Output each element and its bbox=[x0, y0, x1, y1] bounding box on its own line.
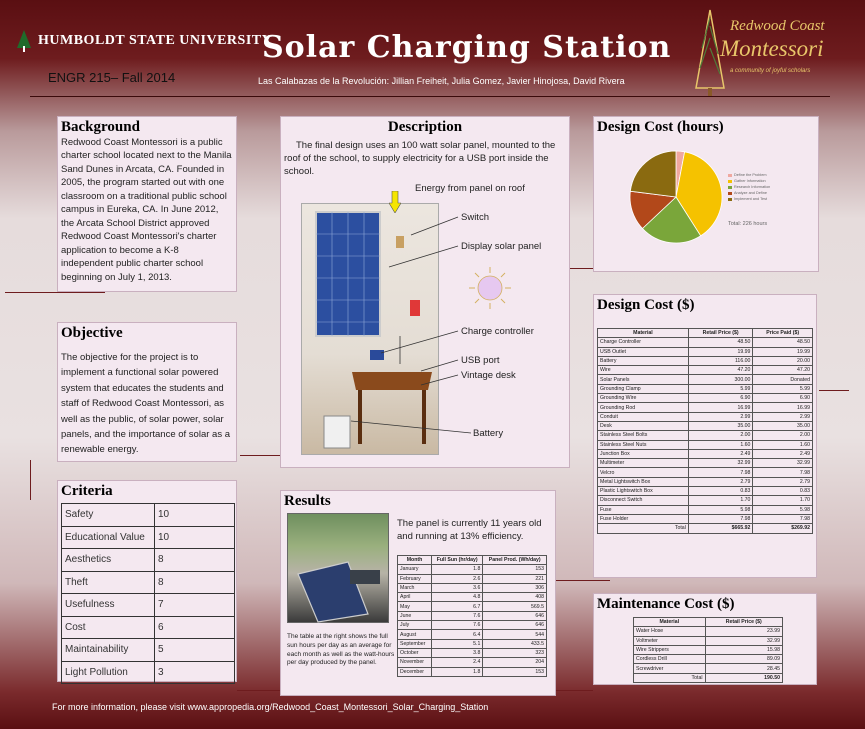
criterion-name: Theft bbox=[62, 571, 155, 594]
table-cell: August bbox=[398, 630, 432, 639]
table-cell: Metal Lightswitch Box bbox=[598, 477, 689, 486]
table-cell: 47.20 bbox=[688, 366, 753, 375]
table-cell: 19.99 bbox=[688, 347, 753, 356]
table-cell: 2.79 bbox=[753, 477, 813, 486]
criteria-heading: Criteria bbox=[61, 483, 113, 499]
tree-icon bbox=[14, 30, 34, 52]
table-cell: June bbox=[398, 611, 432, 620]
table-row bbox=[598, 384, 813, 393]
table-cell: 20.00 bbox=[753, 356, 813, 365]
table-cell: 2.00 bbox=[688, 431, 753, 440]
table-cell: 5.98 bbox=[688, 505, 753, 514]
pie-slice bbox=[630, 151, 676, 197]
sun-icon bbox=[469, 267, 511, 309]
table-row bbox=[598, 375, 813, 384]
table-row bbox=[634, 664, 783, 673]
design-hours-heading: Design Cost (hours) bbox=[597, 119, 724, 135]
total-label: Total bbox=[598, 524, 689, 533]
table-cell: 4.8 bbox=[431, 593, 482, 602]
table-cell: 3.6 bbox=[431, 583, 482, 592]
column-header: Price Paid ($) bbox=[753, 329, 813, 338]
table-row bbox=[398, 611, 547, 620]
table-cell: Desk bbox=[598, 421, 689, 430]
table-cell: January bbox=[398, 565, 432, 574]
table-cell: 5.99 bbox=[688, 384, 753, 393]
table-cell: 5.98 bbox=[753, 505, 813, 514]
objective-text: The objective for the project is to implement a functional solar powered system that educates the students and staff of Redwood Coast Montessori, as well as the public, of solar power, solar panels, and the importance of solar as a renewable energy. bbox=[61, 352, 230, 456]
table-cell: 323 bbox=[483, 648, 547, 657]
table-cell: 433.5 bbox=[483, 639, 547, 648]
design-cost-table bbox=[597, 328, 813, 534]
table-header-row bbox=[634, 618, 783, 627]
criterion-name: Aesthetics bbox=[62, 549, 155, 572]
label-battery: Battery bbox=[473, 428, 504, 439]
table-cell: 7.6 bbox=[431, 621, 482, 630]
criterion-name: Safety bbox=[62, 504, 155, 527]
label-charge-controller: Charge controller bbox=[461, 326, 534, 337]
legend-label: Implement and Test bbox=[734, 197, 768, 202]
table-row bbox=[634, 655, 783, 664]
table-cell: Wire Strippers bbox=[634, 645, 706, 654]
table-row bbox=[634, 636, 783, 645]
course-label: ENGR 215– Fall 2014 bbox=[48, 70, 176, 85]
table-cell: 2.99 bbox=[753, 412, 813, 421]
table-cell: Multimeter bbox=[598, 459, 689, 468]
column-header: Full Sun (hr/day) bbox=[431, 556, 482, 565]
table-row bbox=[598, 356, 813, 365]
design-cost-heading: Design Cost ($) bbox=[597, 297, 695, 313]
legend-swatch bbox=[728, 192, 732, 195]
label-energy: Energy from panel on roof bbox=[415, 183, 525, 194]
table-row bbox=[598, 440, 813, 449]
connector-line bbox=[819, 390, 849, 391]
table-row bbox=[62, 504, 235, 527]
legend-label: Gather Information bbox=[734, 179, 766, 184]
table-cell: December bbox=[398, 667, 432, 676]
table-cell: 2.49 bbox=[753, 449, 813, 458]
background-text: Redwood Coast Montessori is a public charter school located next to the Manila Sand Dunes in Arcata, CA. Founded in 2005, the program started out with one classroom on a traditional public school campus in Eureka, CA. In June 2012, the Arcata School District approved Redwood Coast Montessori's charter application to become a K-8 independent public charter school beginning on July 1, 2013. bbox=[61, 137, 232, 283]
table-cell: 7.98 bbox=[688, 514, 753, 523]
table-cell: 6.4 bbox=[431, 630, 482, 639]
maintenance-table bbox=[633, 617, 783, 683]
hours-pie-chart bbox=[626, 147, 726, 247]
pie-legend bbox=[728, 172, 770, 202]
maintenance-panel bbox=[593, 593, 817, 685]
connector-line bbox=[30, 460, 31, 500]
table-cell: Charge Controller bbox=[598, 338, 689, 347]
table-cell: 32.99 bbox=[705, 636, 783, 645]
criterion-name: Educational Value bbox=[62, 526, 155, 549]
table-cell: 0.83 bbox=[688, 487, 753, 496]
criterion-weight: 10 bbox=[155, 504, 235, 527]
table-cell: 2.00 bbox=[753, 431, 813, 440]
table-cell: 1.70 bbox=[753, 496, 813, 505]
total-paid: $269.92 bbox=[753, 524, 813, 533]
school-logo bbox=[690, 8, 840, 100]
table-cell: 1.60 bbox=[753, 440, 813, 449]
table-row bbox=[598, 394, 813, 403]
table-cell: Donated bbox=[753, 375, 813, 384]
table-cell: 6.7 bbox=[431, 602, 482, 611]
total-retail: $665.92 bbox=[688, 524, 753, 533]
table-cell: Grounding Rod bbox=[598, 403, 689, 412]
criterion-weight: 8 bbox=[155, 549, 235, 572]
table-row bbox=[598, 338, 813, 347]
table-cell: 408 bbox=[483, 593, 547, 602]
criterion-name: Usefulness bbox=[62, 594, 155, 617]
table-cell: USB Outlet bbox=[598, 347, 689, 356]
table-cell: 1.60 bbox=[688, 440, 753, 449]
table-header-row bbox=[598, 329, 813, 338]
label-vintage-desk: Vintage desk bbox=[461, 370, 516, 381]
table-cell: 116.00 bbox=[688, 356, 753, 365]
maintenance-heading: Maintenance Cost ($) bbox=[597, 596, 735, 612]
table-cell: 2.79 bbox=[688, 477, 753, 486]
table-cell: Stainless Steel Bolts bbox=[598, 431, 689, 440]
table-cell: Voltmeter bbox=[634, 636, 706, 645]
criterion-weight: 5 bbox=[155, 639, 235, 662]
table-cell: 153 bbox=[483, 565, 547, 574]
column-header: Month bbox=[398, 556, 432, 565]
results-text: The panel is currently 11 years old and running at 13% efficiency. bbox=[397, 518, 542, 543]
criterion-name: Maintainability bbox=[62, 639, 155, 662]
table-row bbox=[598, 459, 813, 468]
table-cell: 0.83 bbox=[753, 487, 813, 496]
table-cell: 2.99 bbox=[688, 412, 753, 421]
table-cell: 19.99 bbox=[753, 347, 813, 356]
table-row bbox=[398, 667, 547, 676]
table-row bbox=[398, 565, 547, 574]
table-cell: Screwdriver bbox=[634, 664, 706, 673]
table-cell: Solar Panels bbox=[598, 375, 689, 384]
background-panel bbox=[57, 116, 237, 292]
description-panel bbox=[280, 116, 570, 468]
table-cell: May bbox=[398, 602, 432, 611]
table-cell: 23.99 bbox=[705, 627, 783, 636]
table-cell: 569.5 bbox=[483, 602, 547, 611]
table-row bbox=[62, 594, 235, 617]
column-header: Retail Price ($) bbox=[705, 618, 783, 627]
legend-label: Analyze and Define bbox=[734, 191, 767, 196]
table-cell: Battery bbox=[598, 356, 689, 365]
footer-link[interactable]: For more information, please visit www.appropedia.org/Redwood_Coast_Montessori_Solar_Charging_Station bbox=[52, 702, 489, 712]
table-cell: 2.49 bbox=[688, 449, 753, 458]
table-cell: 5.99 bbox=[753, 384, 813, 393]
table-row bbox=[634, 645, 783, 654]
table-row bbox=[398, 593, 547, 602]
legend-swatch bbox=[728, 180, 732, 183]
table-cell: 3.8 bbox=[431, 648, 482, 657]
production-table bbox=[397, 555, 547, 677]
table-cell: 2.6 bbox=[431, 574, 482, 583]
label-switch: Switch bbox=[461, 212, 489, 223]
results-panel bbox=[280, 490, 556, 696]
table-cell: 7.98 bbox=[753, 468, 813, 477]
total-row bbox=[598, 524, 813, 533]
table-cell: 646 bbox=[483, 621, 547, 630]
table-cell: Fuse bbox=[598, 505, 689, 514]
results-heading: Results bbox=[284, 493, 331, 509]
legend-label: Research Information bbox=[734, 185, 771, 190]
table-row bbox=[598, 477, 813, 486]
table-cell: 48.50 bbox=[753, 338, 813, 347]
column-header: Material bbox=[634, 618, 706, 627]
school-logo-line2: Montessori bbox=[720, 36, 824, 61]
table-cell: Junction Box bbox=[598, 449, 689, 458]
table-cell: 16.99 bbox=[688, 403, 753, 412]
table-cell: Conduit bbox=[598, 412, 689, 421]
school-logo-line3: a community of joyful scholars bbox=[730, 68, 811, 74]
table-cell: 6.90 bbox=[753, 394, 813, 403]
pie-total: Total: 226 hours bbox=[728, 221, 768, 227]
table-row bbox=[398, 583, 547, 592]
table-cell: 204 bbox=[483, 658, 547, 667]
table-cell: October bbox=[398, 648, 432, 657]
table-row bbox=[62, 639, 235, 662]
description-text: The final design uses an 100 watt solar panel, mounted to the roof of the school, to supply electricity for a USB port inside the school. bbox=[284, 140, 556, 177]
table-cell: 47.20 bbox=[753, 366, 813, 375]
table-cell: 89.09 bbox=[705, 655, 783, 664]
criterion-weight: 10 bbox=[155, 526, 235, 549]
table-cell: 221 bbox=[483, 574, 547, 583]
label-usb-port: USB port bbox=[461, 355, 500, 366]
total-row bbox=[634, 673, 783, 682]
legend-entry bbox=[728, 196, 770, 202]
table-cell: 7.98 bbox=[753, 514, 813, 523]
table-cell: 48.50 bbox=[688, 338, 753, 347]
criterion-weight: 6 bbox=[155, 616, 235, 639]
column-header: Material bbox=[598, 329, 689, 338]
objective-heading: Objective bbox=[61, 325, 123, 341]
table-cell: Disconnect Switch bbox=[598, 496, 689, 505]
table-cell: 16.99 bbox=[753, 403, 813, 412]
university-name: HUMBOLDT STATE UNIVERSITY bbox=[38, 33, 273, 48]
table-cell: 6.90 bbox=[688, 394, 753, 403]
table-cell: 306 bbox=[483, 583, 547, 592]
legend-swatch bbox=[728, 174, 732, 177]
criteria-table bbox=[61, 503, 235, 684]
table-cell: April bbox=[398, 593, 432, 602]
table-row bbox=[62, 616, 235, 639]
legend-label: Define the Problem bbox=[734, 173, 767, 177]
table-cell: 1.8 bbox=[431, 667, 482, 676]
table-row bbox=[398, 621, 547, 630]
table-cell: 1.8 bbox=[431, 565, 482, 574]
table-row bbox=[398, 648, 547, 657]
table-cell: Plastic Lightswitch Box bbox=[598, 487, 689, 496]
table-cell: Stainless Steel Nuts bbox=[598, 440, 689, 449]
table-cell: March bbox=[398, 583, 432, 592]
table-row bbox=[598, 514, 813, 523]
table-row bbox=[598, 431, 813, 440]
school-logo-line1: Redwood Coast bbox=[730, 18, 825, 34]
label-display-panel: Display solar panel bbox=[461, 241, 542, 252]
table-cell: 5.1 bbox=[431, 639, 482, 648]
table-row bbox=[62, 526, 235, 549]
table-header-row bbox=[398, 556, 547, 565]
table-row bbox=[398, 574, 547, 583]
table-cell: Wire bbox=[598, 366, 689, 375]
table-row bbox=[398, 639, 547, 648]
table-row bbox=[598, 449, 813, 458]
table-cell: 300.00 bbox=[688, 375, 753, 384]
table-cell: 28.45 bbox=[705, 664, 783, 673]
table-row bbox=[598, 412, 813, 421]
column-header: Panel Prod. (Wh/day) bbox=[483, 556, 547, 565]
table-row bbox=[62, 661, 235, 684]
table-cell: 7.98 bbox=[688, 468, 753, 477]
table-cell: September bbox=[398, 639, 432, 648]
total-label: Total bbox=[634, 673, 706, 682]
table-cell: Fuse Holder bbox=[598, 514, 689, 523]
table-row bbox=[62, 549, 235, 572]
poster-title: Solar Charging Station bbox=[262, 30, 672, 65]
column-header: Retail Price ($) bbox=[688, 329, 753, 338]
table-row bbox=[598, 403, 813, 412]
table-cell: November bbox=[398, 658, 432, 667]
table-cell: February bbox=[398, 574, 432, 583]
criterion-weight: 3 bbox=[155, 661, 235, 684]
legend-swatch bbox=[728, 186, 732, 189]
table-cell: 1.70 bbox=[688, 496, 753, 505]
table-cell: July bbox=[398, 621, 432, 630]
table-row bbox=[598, 366, 813, 375]
table-row bbox=[598, 496, 813, 505]
criterion-weight: 7 bbox=[155, 594, 235, 617]
table-row bbox=[398, 630, 547, 639]
table-cell: 544 bbox=[483, 630, 547, 639]
table-row bbox=[598, 347, 813, 356]
design-cost-panel bbox=[593, 294, 817, 578]
criteria-panel bbox=[57, 480, 237, 682]
table-cell: 32.99 bbox=[688, 459, 753, 468]
results-caption: The table at the right shows the full sun hours per day as an average for each month as well as the watt-hours per day produced by the panel. bbox=[287, 633, 395, 667]
description-heading: Description bbox=[387, 119, 463, 135]
table-cell: 35.00 bbox=[753, 421, 813, 430]
table-row bbox=[598, 468, 813, 477]
table-cell: Water Hose bbox=[634, 627, 706, 636]
table-cell: 2.4 bbox=[431, 658, 482, 667]
table-cell: 7.6 bbox=[431, 611, 482, 620]
criterion-name: Cost bbox=[62, 616, 155, 639]
connector-line bbox=[550, 580, 610, 581]
authors: Las Calabazas de la Revolución: Jillian Freiheit, Julia Gomez, Javier Hinojosa, David Rivera bbox=[258, 76, 625, 86]
table-cell: 15.98 bbox=[705, 645, 783, 654]
design-hours-panel bbox=[593, 116, 819, 272]
table-cell: Grounding Clamp bbox=[598, 384, 689, 393]
table-cell: Cordless Drill bbox=[634, 655, 706, 664]
table-row bbox=[398, 658, 547, 667]
table-cell: 35.00 bbox=[688, 421, 753, 430]
table-cell: Grounding Wire bbox=[598, 394, 689, 403]
objective-panel bbox=[57, 322, 237, 462]
connector-line bbox=[5, 292, 105, 293]
legend-swatch bbox=[728, 198, 732, 201]
solar-panel-photo bbox=[287, 513, 389, 623]
criterion-weight: 8 bbox=[155, 571, 235, 594]
annotation-lines bbox=[281, 117, 571, 469]
criterion-name: Light Pollution bbox=[62, 661, 155, 684]
table-cell: 646 bbox=[483, 611, 547, 620]
total-value: 190.50 bbox=[705, 673, 783, 682]
table-row bbox=[62, 571, 235, 594]
hsu-logo bbox=[14, 30, 272, 52]
table-row bbox=[634, 627, 783, 636]
table-cell: Velcro bbox=[598, 468, 689, 477]
table-row bbox=[598, 487, 813, 496]
table-cell: 153 bbox=[483, 667, 547, 676]
table-row bbox=[598, 421, 813, 430]
table-cell: 32.99 bbox=[753, 459, 813, 468]
table-row bbox=[398, 602, 547, 611]
table-row bbox=[598, 505, 813, 514]
background-heading: Background bbox=[61, 119, 140, 135]
